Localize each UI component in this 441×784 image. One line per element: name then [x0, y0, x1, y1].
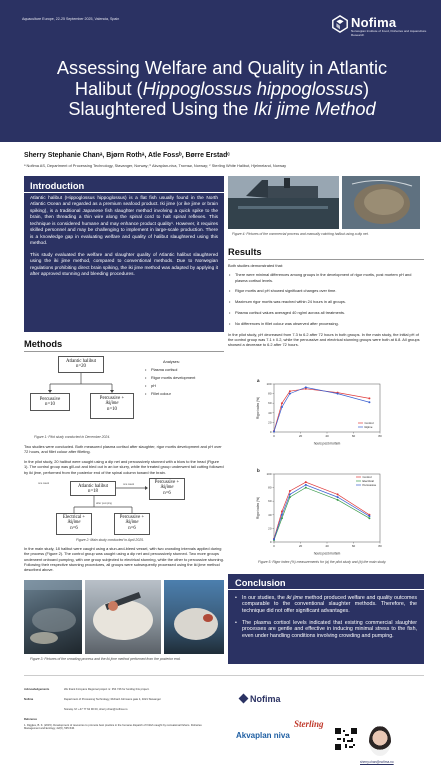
legend-entry: Ikijime — [364, 425, 373, 429]
affiliations: ᵃ Nofima AS, Department of Processing Technology, Stavanger, Norway; ᵇ Akvaplan-niva, Tromsø, Norway; ᶜ Sterling White Halibut, Hjelmeland, Norway — [24, 163, 287, 168]
methods-paragraph-3: In the main study, 18 halibut were caught using a stun-and-bleed vessel, with two crowding intervals applied during the process (Figure 2). The control group was caught using a dip net and percussively stunned. Two more groups underwent onboard pumping, with one group subjected to electrical stunning, while the other to percussive stunning. Following their respective stunning procedures, all groups were subsequently processed using the iki jime method described above. — [24, 546, 224, 573]
figure-2-main-design — [62, 478, 180, 538]
legend-entry: Control — [364, 421, 374, 425]
author-email-link[interactable]: sherry.chan@nofima.no — [360, 760, 394, 764]
title-text: Halibut ( — [74, 78, 143, 99]
data-point — [273, 538, 275, 540]
methods-paragraph-2: In the pilot study, 20 halibut were caught using a dip net and percussively stunned with a blow to the head (Figure 1). The control group was gill-cut and bled out in an ice slurry, while the treated group underwent tail cutting followed by iki jime, performed from the posterior end of the spinal column toward the brain. — [24, 459, 224, 475]
data-point — [273, 431, 275, 433]
box-label: Electrical + — [62, 515, 86, 520]
box-count: n=6 — [70, 525, 78, 531]
results-paragraph: In the pilot study, pH decreased from 7.3 to 6.2 after 72 hours in both groups. In the main study, the initial pH of the control group was 7.1 ± 0.2, while the percussive and electrical stunning groups were both at 6.8. All groups showed a decrease to 6.2 after 72 hours. — [228, 331, 420, 348]
x-tick-label: 80 — [378, 544, 382, 548]
panel-label: b — [257, 468, 260, 473]
data-point — [281, 406, 283, 408]
y-axis-label: Rigor index (%) — [256, 397, 260, 419]
box-count: n=6 — [163, 490, 171, 496]
x-tick-label: 20 — [298, 434, 303, 438]
y-tick-label: 40 — [268, 512, 272, 517]
results-lead: Both studies demonstrated that: — [228, 263, 283, 268]
conclusion-item-2: • The plasma cortisol levels indicated that existing commercial slaughter processes are gentle and effective in inducing minimal stress to the fish, even under handling conditions involving crowding and pumping. — [228, 620, 424, 639]
title-line-3 — [22, 99, 422, 120]
figure-1-pilot-design — [28, 354, 138, 434]
dip-net-photo-art — [342, 176, 420, 229]
rigor-chart-main — [254, 466, 386, 556]
introduction-heading: Introduction — [30, 181, 85, 191]
data-point — [289, 493, 291, 495]
logo-name: Nofima — [351, 15, 397, 30]
list-item: • Fillet colour — [145, 391, 235, 396]
reference-text: 1. Diggles, B. K. (2015). Development of resources to promote best practice in the humane dispatch of finfish caught by recreational fishers. Fisheries Management and Ecology, 22(6), 535-546. — [24, 724, 202, 731]
nofima-mark-icon — [239, 694, 249, 704]
box-count: n=6 — [128, 525, 136, 531]
box-label: Percussive — [39, 397, 61, 402]
analyses-list — [145, 359, 235, 400]
y-tick-label: 80 — [268, 485, 272, 490]
x-tick-label: 60 — [351, 544, 356, 548]
study-population-box — [58, 356, 104, 373]
box-label: Percussive + — [99, 396, 125, 401]
panel-label: a — [257, 378, 260, 383]
conclusion-text: method produced welfare and quality outcomes comparable to the conventional slaughter methods. Therefore, the technique did not offer significant advantages. — [242, 595, 418, 614]
treatment-group-box — [90, 393, 134, 419]
study-population-box — [70, 481, 116, 496]
authors: Sherry Stephanie Chanᵃ, Bjørn Rothᵃ, Atle Fossᵇ, Børre Erstadᶜ — [24, 152, 230, 159]
ack-label — [24, 688, 54, 691]
y-tick-label: 40 — [268, 410, 272, 415]
results-heading: Results — [228, 247, 262, 257]
ref-label-text: Reference — [24, 718, 37, 721]
ref-label — [24, 718, 54, 721]
x-axis-label: hours post mortem — [313, 441, 341, 446]
crowding-photo-art — [24, 580, 82, 654]
divider — [228, 589, 424, 590]
x-tick-label: 60 — [351, 434, 356, 438]
nofima-address: Department of Processing Technology, Richard Johnsens gate 4, 4021 Stavanger — [64, 698, 161, 701]
data-point — [281, 402, 283, 404]
list-item: • Rigor mortis and pH showed significant changes over time. — [228, 288, 424, 293]
legend-entry: Percussive — [362, 483, 377, 487]
x-axis-label: hours post mortem — [313, 551, 341, 556]
footer-divider — [24, 675, 424, 676]
ack-text: We thank Forsyans Regional project nr. 354 746 for funding this project. — [64, 688, 150, 691]
dip-net-photo — [342, 176, 420, 229]
vessel-photo-art — [228, 176, 339, 229]
commercial-vessel-photo — [228, 176, 339, 229]
y-tick-label: 60 — [268, 499, 272, 504]
box-label: ikijime — [105, 401, 119, 407]
arrow-label: one week — [38, 482, 50, 485]
list-item: • Rigor mortis development — [145, 375, 235, 380]
x-tick-label: 20 — [298, 544, 303, 548]
footer-logo-nofima — [240, 694, 281, 704]
logo-text: Nofima — [250, 694, 281, 704]
methods-heading: Methods — [24, 339, 63, 349]
data-point — [289, 490, 291, 492]
box-label: Atlantic halibut — [78, 483, 108, 489]
box-label: Percussive + — [154, 480, 180, 485]
intro-paragraph-1: Atlantic halibut (Hippoglossus hippoglossus) is a flat fish usually found in the North Atlantic Ocean and regarded as a premium seafood product. Iki jime (or ike jime or brain spiking), is a traditional Japanese fish slaughter method involving a quick spike to the brain, then threading a thin wire along the spinal cord to halt spinal reflexes. This technique is considered humane and may enhance product quality¹. However, it requires skilled personnel and may be challenging to implement in large-scale production. There is a knowledge gap in evaluating welfare and quality of halibut slaughtered using this method. — [30, 196, 218, 247]
divider — [24, 192, 224, 193]
data-point — [337, 493, 339, 495]
box-label: ikijime — [160, 485, 174, 491]
nofima-contact: Norway. M: +47 77 62 90 00, sherry.chan@nofima.no — [64, 708, 128, 711]
list-item: • There were minimal differences among groups in the development of rigor mortis, post mortem pH and plasma cortisol levels. — [228, 272, 424, 283]
rigor-chart-pilot — [254, 376, 386, 446]
footer-logo-sterling: Sterling — [294, 719, 324, 729]
data-point — [281, 514, 283, 516]
y-tick-label: 0 — [269, 430, 272, 434]
analyses-title: Analyses: — [163, 359, 180, 364]
data-point — [337, 496, 339, 498]
title-italic: Iki jime Method — [253, 99, 376, 119]
box-count: n=10 — [45, 402, 55, 408]
title-italic: Hippoglossus hippoglossus — [142, 78, 364, 99]
list-item: • Plasma cortisol values averaged 40 ng/ml across all treatments. — [228, 310, 424, 315]
halibut-photo-art — [164, 580, 224, 654]
figure-1-caption: Figure 1: Pilot study conducted in December 2024. — [34, 435, 111, 439]
data-point — [305, 487, 307, 489]
y-axis-label: Rigor index (%) — [256, 497, 260, 519]
y-tick-label: 20 — [268, 420, 272, 425]
figure-4-caption: Figure 4: Pictures of the commercial process and manually catching halibut using a dip net. — [232, 232, 369, 236]
y-tick-label: 80 — [268, 391, 272, 396]
y-tick-label: 100 — [266, 472, 272, 476]
y-tick-label: 20 — [268, 526, 272, 531]
box-count: n=20 — [76, 364, 86, 370]
box-label: Atlantic halibut — [66, 359, 96, 364]
intro-paragraph-2: This study evaluated the welfare and slaughter quality of Atlantic halibut slaughtered using the iki jime method, compared to conventional methods. Due to Norwegian regulations prohibiting direct brain spiking, the iki jime method was adapted by applying it after approved stunning and bleeding procedures. — [30, 252, 218, 277]
list-item: • Maximum rigor mortis was reached within 24 hours in all groups. — [228, 299, 424, 304]
data-point — [368, 401, 370, 403]
data-point — [289, 390, 291, 392]
logo-subtitle: Norwegian Institute of Food, Fisheries and Aquaculture Research — [351, 29, 427, 37]
methods-paragraph-1: Two studies were conducted. Both measured plasma cortisol after slaughter, rigor mortis development and pH over 72 hours, and fillet colour after filleting. — [24, 444, 222, 455]
list-item: • Plasma cortisol — [145, 367, 235, 372]
nofima-mark-icon — [331, 15, 349, 33]
title-text: ) — [363, 78, 370, 99]
data-point — [368, 517, 370, 519]
series-line-percussive — [274, 485, 369, 539]
poster-header — [0, 0, 441, 142]
divider — [228, 259, 424, 260]
nofima-logo — [329, 15, 429, 45]
introduction-box — [24, 176, 224, 332]
conclusion-item-1 — [228, 595, 424, 614]
conference-info: Aquaculture Europe, 22-25 September 2025, Valencia, Spain — [22, 17, 120, 21]
conclusion-box — [228, 574, 424, 664]
nofima-label — [24, 698, 54, 701]
crowding-photo — [24, 580, 82, 654]
conclusion-heading: Conclusion — [235, 578, 286, 588]
poster-title — [22, 58, 422, 120]
nofima-label-text: Nofima — [24, 698, 34, 701]
x-tick-label: 0 — [273, 434, 275, 438]
iki-jime-photo — [85, 580, 161, 654]
box-label: ikijime — [67, 520, 81, 526]
box-count: n=10 — [107, 406, 117, 412]
title-line-1: Assessing Welfare and Quality in Atlantic — [56, 58, 388, 78]
box-label: ikijime — [125, 520, 139, 526]
conclusion-text: In our studies, the — [242, 595, 287, 601]
data-point — [289, 393, 291, 395]
legend-entry: Control — [362, 475, 372, 479]
legend-entry: Electrical — [362, 479, 374, 483]
x-tick-label: 0 — [273, 544, 275, 548]
figure-2-caption: Figure 2: Main study conducted in April 2025. — [76, 538, 144, 542]
electrical-group-box — [56, 513, 92, 535]
y-tick-label: 100 — [266, 382, 272, 386]
x-tick-label: 80 — [378, 434, 382, 438]
results-body — [228, 263, 424, 347]
halibut-photo — [164, 580, 224, 654]
data-point — [305, 386, 307, 388]
ack-label-text: Acknowledgements — [24, 688, 50, 691]
list-item: • pH — [145, 383, 235, 388]
figure-3-caption: Figure 3: Pictures of the crowding process and the iki jime method performed from the posterior end. — [30, 657, 181, 661]
data-point — [305, 481, 307, 483]
arrow-label: after pumping — [96, 502, 112, 505]
iki-jime-photo-art — [85, 580, 161, 654]
y-tick-label: 60 — [268, 401, 272, 406]
data-point — [368, 397, 370, 399]
author-avatar — [369, 726, 391, 756]
title-line-2 — [22, 79, 422, 100]
control-group-box — [149, 478, 185, 500]
footer-logo-akvaplan: Akvaplan niva — [236, 731, 290, 740]
box-label: Percussive + — [119, 515, 145, 520]
x-tick-label: 40 — [325, 434, 329, 438]
arrow-label: one week — [123, 483, 135, 486]
figure-5-caption: Figure 5: Rigor index (%) measurements for (a) the pilot study and (b) the main study. — [258, 560, 387, 564]
list-item: • No differences in fillet colour was observed after processing. — [228, 321, 424, 326]
series-line-control — [274, 389, 369, 431]
data-point — [337, 393, 339, 395]
conclusion-italic: iki jime — [286, 595, 303, 601]
data-point — [305, 484, 307, 486]
control-group-box — [30, 393, 70, 411]
divider — [24, 351, 224, 352]
data-point — [368, 515, 370, 517]
box-count: n=18 — [88, 488, 98, 494]
percussive-group-box — [114, 513, 150, 535]
data-point — [337, 499, 339, 501]
figure-3-photos — [24, 580, 224, 654]
qr-code-icon[interactable] — [335, 728, 357, 750]
y-tick-label: 0 — [269, 540, 272, 544]
x-tick-label: 40 — [325, 544, 329, 548]
title-text: Slaughtered Using the — [68, 99, 254, 119]
